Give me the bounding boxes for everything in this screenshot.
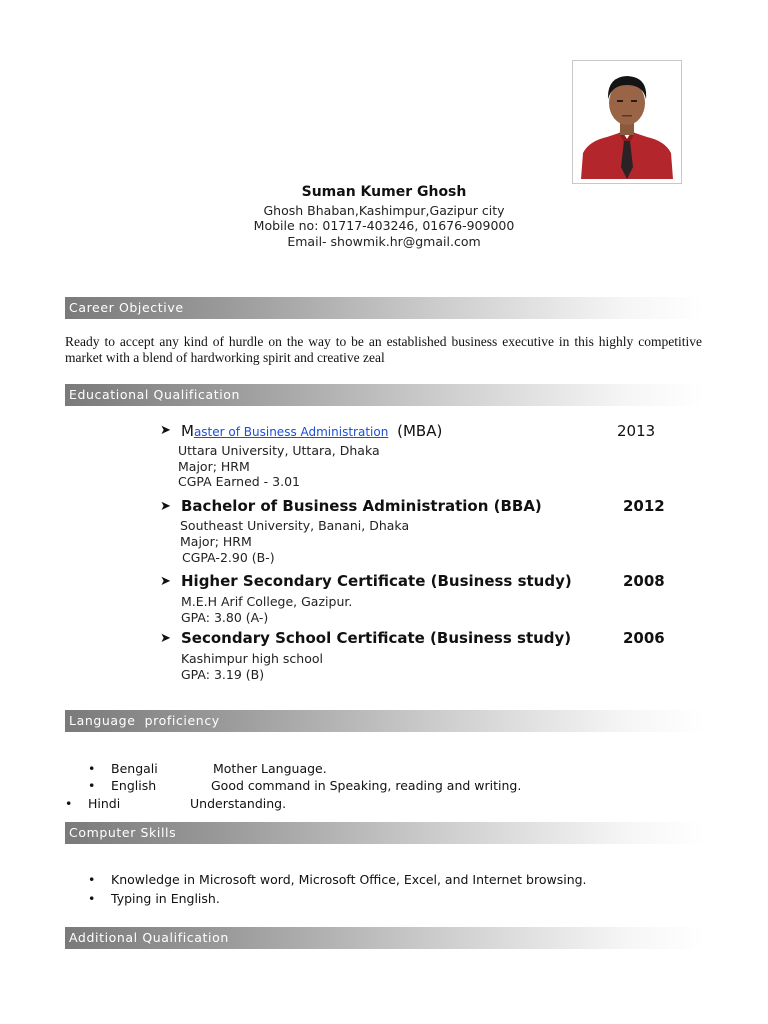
language-name: English — [111, 778, 157, 793]
arrow-bullet-icon: ➤ — [160, 423, 171, 438]
arrow-bullet-icon: ➤ — [160, 574, 171, 589]
computer-skill-item: Typing in English. — [111, 891, 220, 906]
language-level: Understanding. — [190, 796, 287, 811]
language-level: Good command in Speaking, reading and writing. — [211, 778, 522, 793]
dot-bullet-icon: • — [65, 796, 73, 811]
degree-mba-prefix: M — [181, 422, 194, 440]
arrow-bullet-icon: ➤ — [160, 499, 171, 514]
education-detail: Kashimpur high school — [181, 651, 323, 666]
education-detail: CGPA Earned - 3.01 — [178, 474, 300, 489]
education-detail: GPA: 3.19 (B) — [181, 667, 265, 682]
degree-mba-suffix: (MBA) — [397, 422, 443, 440]
education-detail: Major; HRM — [178, 459, 250, 474]
dot-bullet-icon: • — [88, 778, 96, 793]
email: Email- showmik.hr@gmail.com — [287, 234, 481, 249]
language-name: Bengali — [111, 761, 158, 776]
education-detail: Uttara University, Uttara, Dhaka — [178, 443, 380, 458]
language-level: Mother Language. — [213, 761, 327, 776]
degree-year: 2013 — [617, 422, 656, 440]
dot-bullet-icon: • — [88, 872, 96, 887]
section-language-proficiency: Language proficiency — [65, 710, 705, 732]
computer-skill-item: Knowledge in Microsoft word, Microsoft Office, Excel, and Internet browsing. — [111, 872, 587, 887]
candidate-name: Suman Kumer Ghosh — [301, 184, 467, 200]
section-computer-skills: Computer Skills — [65, 822, 705, 844]
degree-mba-link[interactable]: aster of Business Administration — [193, 425, 389, 439]
arrow-bullet-icon: ➤ — [160, 631, 171, 646]
profile-photo-image — [577, 67, 677, 179]
education-detail: Southeast University, Banani, Dhaka — [180, 518, 410, 533]
address: Ghosh Bhaban,Kashimpur,Gazipur city — [263, 203, 505, 218]
degree-title: Bachelor of Business Administration (BBA) — [181, 497, 542, 515]
degree-title: Higher Secondary Certificate (Business study) — [181, 572, 572, 590]
degree-year: 2012 — [623, 497, 665, 515]
section-additional-qualification: Additional Qualification — [65, 927, 705, 949]
education-detail: Major; HRM — [180, 534, 252, 549]
degree-title: Secondary School Certificate (Business study) — [181, 629, 572, 647]
dot-bullet-icon: • — [88, 761, 96, 776]
dot-bullet-icon: • — [88, 891, 96, 906]
education-detail: GPA: 3.80 (A-) — [181, 610, 269, 625]
mobile-numbers: Mobile no: 01717-403246, 01676-909000 — [253, 218, 515, 233]
career-objective-text: Ready to accept any kind of hurdle on the way to be an established business executive in this highly competitive market with a blend of hardworking spirit and creative zeal — [65, 334, 702, 365]
degree-mba — [181, 422, 442, 440]
language-name: Hindi — [88, 796, 121, 811]
degree-year: 2006 — [623, 629, 665, 647]
section-career-objective: Career Objective — [65, 297, 705, 319]
degree-year: 2008 — [623, 572, 665, 590]
profile-photo — [572, 60, 682, 184]
education-detail: M.E.H Arif College, Gazipur. — [181, 594, 353, 609]
education-detail: CGPA-2.90 (B-) — [182, 550, 275, 565]
section-educational-qualification: Educational Qualification — [65, 384, 705, 406]
